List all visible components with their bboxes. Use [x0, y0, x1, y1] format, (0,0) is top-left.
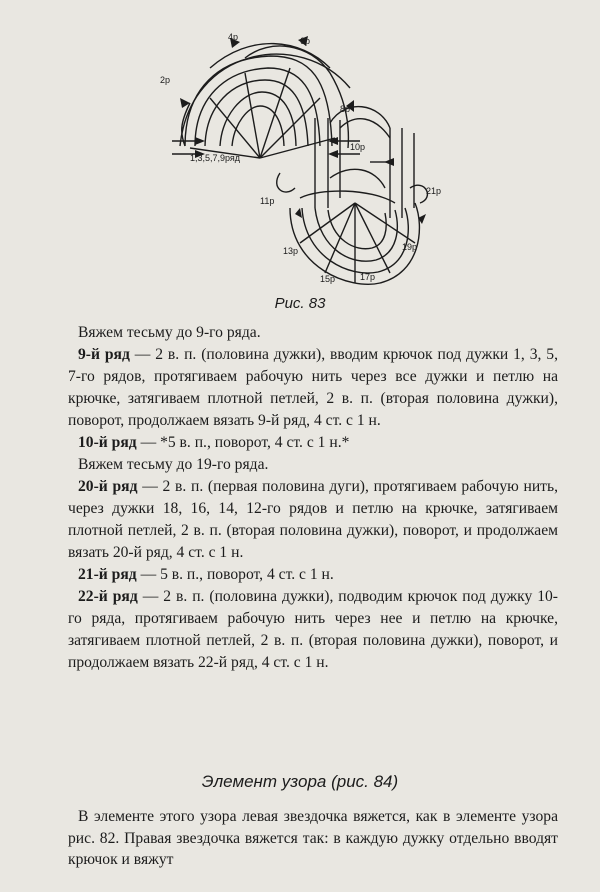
figure-caption: Рис. 83: [274, 295, 326, 312]
paragraph-text: Вяжем тесьму до 9-го ряда.: [78, 324, 261, 341]
paragraph: В элементе этого узора левая звездочка вяжется, как в элементе узора рис. 82. Правая звездочка вяжется так: в каждую дужку отдельно вводят крючок и вяжут: [68, 808, 558, 868]
diagram-svg: [150, 28, 450, 290]
paragraph: [68, 322, 558, 344]
row-label: 22-й ряд: [78, 588, 138, 605]
paragraph: [68, 586, 558, 674]
paragraph: [68, 432, 558, 454]
paragraph: [68, 454, 558, 476]
paragraph-text: — 2 в. п. (половина дужки), вводим крючок под дужки 1, 3, 5, 7-го рядов, протягиваем рабочую нить через все дужки и петлю на крючке, затягиваем плотной петлей, 2 в. п. (вторая половина дужки), поворот, продолжаем вязать 9-й ряд, 4 ст. с 1 н.: [68, 346, 559, 429]
row-label: 21-й ряд: [78, 566, 137, 583]
label-row-21: 21р: [426, 186, 442, 196]
crochet-diagram: [150, 28, 450, 290]
label-row-11: 11р: [260, 196, 275, 206]
label-row-19: 19р: [402, 242, 418, 252]
label-row-13: 13р: [283, 246, 299, 256]
paragraph-text: — 2 в. п. (половина дужки), подводим крючок под дужку 10-го ряда, протягиваем рабочую нить через нее и петлю на крючке, затягиваем плотной петлей, 2 в. п. (вторая половина дужки), поворот, и продолжаем вязать 22-й ряд, 4 ст. с 1 н.: [68, 588, 558, 671]
paragraph-text: — 5 в. п., поворот, 4 ст. с 1 н.: [136, 566, 334, 583]
row-label: 20-й ряд: [78, 478, 138, 495]
instructions-text: [68, 322, 558, 674]
label-row-8: 8р: [340, 104, 351, 114]
paragraph: [68, 564, 558, 586]
label-row-15: 15р: [320, 274, 336, 284]
label-row-6: 6р: [300, 36, 311, 46]
paragraph-text: — 2 в. п. (первая половина дуги), протягиваем рабочую нить, через дужки 18, 16, 14, 12-го рядов и петлю на крючке, затягиваем плотной петлей, 2 в. п. (вторая половина дужки), поворот, и продолжаем вязать 20-й ряд, 4 ст. с 1 н.: [68, 478, 558, 561]
label-row-2: 2р: [160, 75, 171, 85]
element-description-text: [68, 806, 558, 871]
row-label: 10-й ряд: [78, 434, 137, 451]
section-heading: Элемент узора (рис. 84): [201, 772, 399, 791]
label-row-4: 4р: [228, 32, 239, 42]
label-row-17: 17р: [360, 272, 376, 282]
paragraph: [68, 344, 558, 432]
paragraph-text: Вяжем тесьму до 19-го ряда.: [78, 456, 269, 473]
paragraph-text: — *5 в. п., поворот, 4 ст. с 1 н.*: [136, 434, 350, 451]
row-label: 9-й ряд: [78, 346, 130, 363]
label-row-10: 10р: [350, 142, 366, 152]
paragraph: [68, 476, 558, 564]
label-rows-1-3-5-7-9: 1,3,5,7,9ряд: [190, 153, 241, 163]
